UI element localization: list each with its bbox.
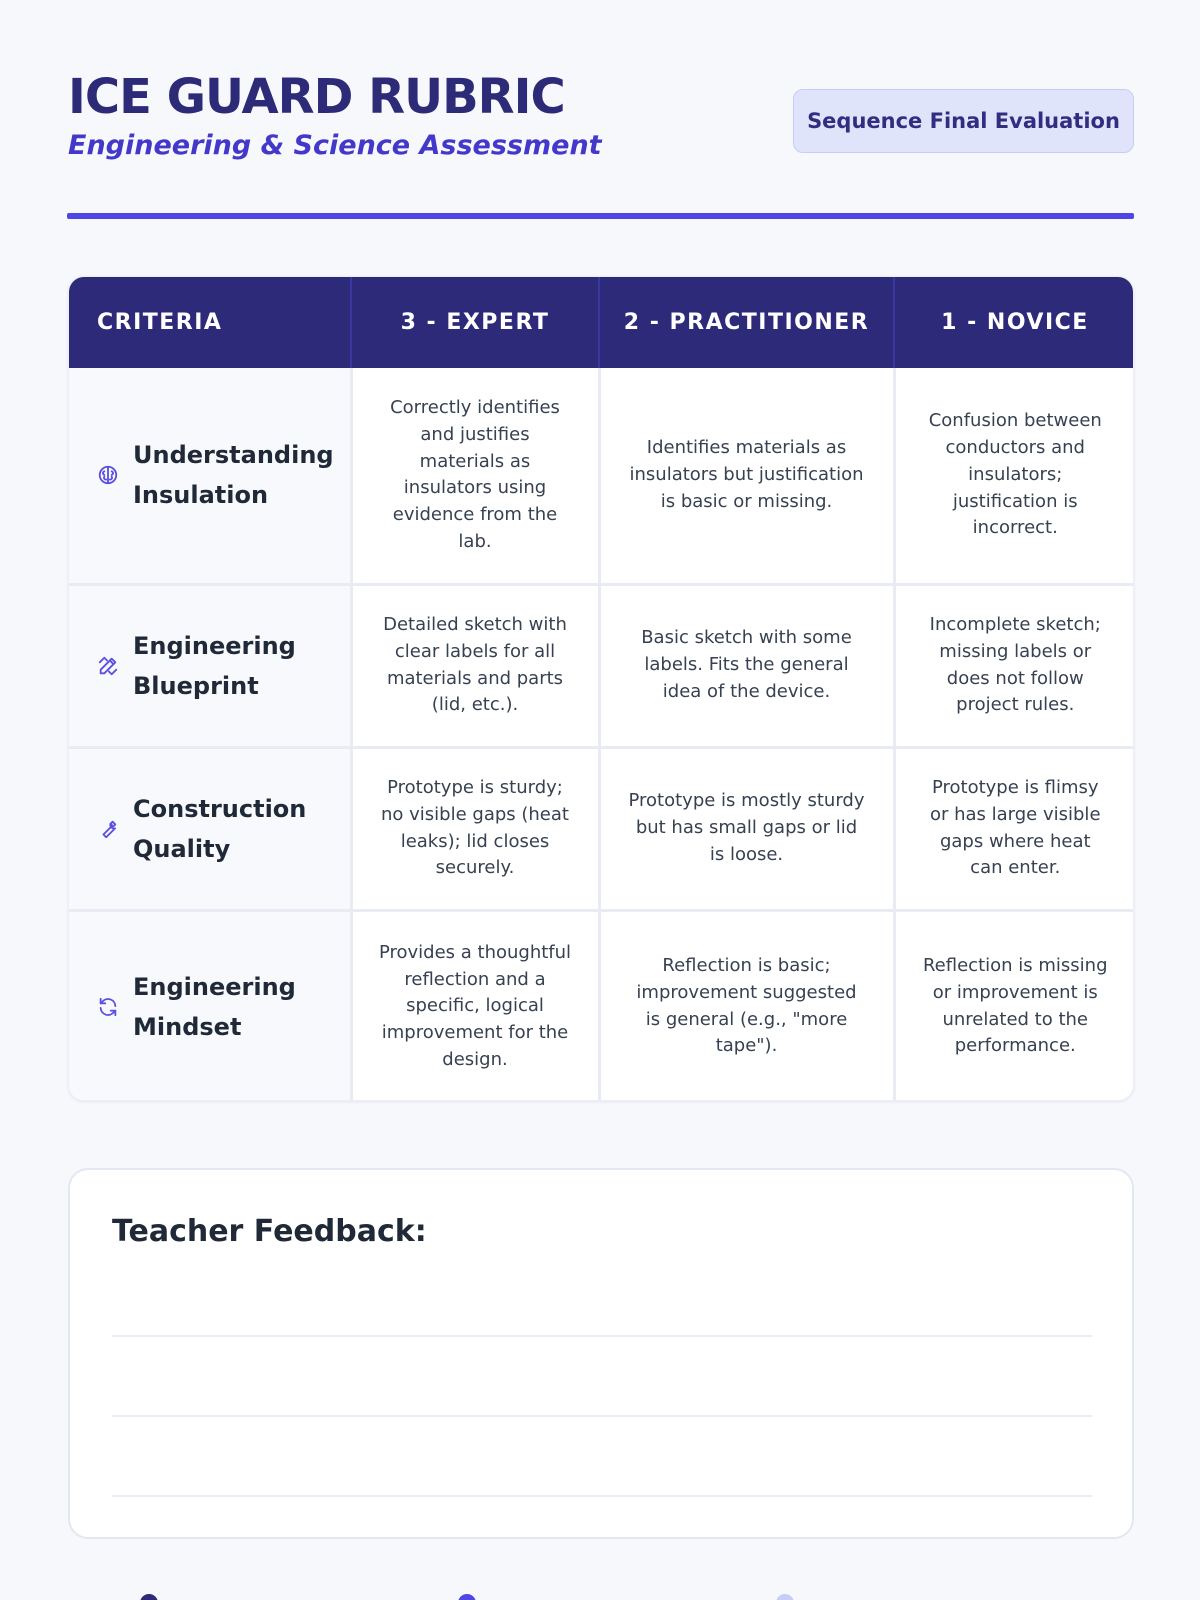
feedback-title: Teacher Feedback: [112,1214,427,1249]
refresh-icon [97,996,119,1018]
legend-dot [776,1594,794,1600]
practitioner-description: Reflection is basic; improvement suggested is general (e.g., "more tape"). [599,910,894,1101]
criteria-cell [69,584,351,747]
feedback-line [112,1415,1092,1417]
wrench-icon [97,818,119,840]
practitioner-description: Identifies materials as insulators but justification is basic or missing. [599,368,894,584]
rubric-row [69,747,1134,910]
feedback-line [112,1495,1092,1497]
criteria-label: Construction Quality [133,794,307,863]
rubric-row [69,584,1134,747]
column-header-expert: 3 - EXPERT [351,277,599,368]
criteria-cell [69,747,351,910]
rubric-header-row [69,277,1134,368]
column-header-practitioner: 2 - PRACTITIONER [599,277,894,368]
feedback-line [112,1335,1092,1337]
expert-description: Provides a thoughtful reflection and a specific, logical improvement for the design. [351,910,599,1101]
criteria-label: Understanding Insulation [133,441,334,510]
pencil-ruler-icon [97,655,119,677]
brain-icon [97,464,119,486]
legend-dots [140,1594,794,1600]
novice-description: Confusion between conductors and insulators; justification is incorrect. [894,368,1134,584]
criteria-label: Engineering Mindset [133,972,296,1041]
criteria-label: Engineering Blueprint [133,631,296,700]
novice-description: Prototype is flimsy or has large visible gaps where heat can enter. [894,747,1134,910]
criteria-cell [69,910,351,1101]
rubric-row [69,910,1134,1101]
expert-description: Detailed sketch with clear labels for all materials and parts (lid, etc.). [351,584,599,747]
evaluation-badge: Sequence Final Evaluation [793,89,1134,153]
rubric-table [68,276,1134,1101]
page-subtitle: Engineering & Science Assessment [68,130,602,161]
criteria-cell [69,368,351,584]
novice-description: Incomplete sketch; missing labels or does not follow project rules. [894,584,1134,747]
novice-description: Reflection is missing or improvement is unrelated to the performance. [922,955,1108,1057]
page-title: ICE GUARD RUBRIC [68,69,565,125]
practitioner-description: Prototype is mostly sturdy but has small gaps or lid is loose. [599,747,894,910]
column-header-criteria: CRITERIA [69,277,351,368]
expert-description: Prototype is sturdy; no visible gaps (heat leaks); lid closes securely. [351,747,599,910]
legend-dot [140,1594,158,1600]
rubric-row [69,368,1134,584]
legend-dot [458,1594,476,1600]
page-header [68,62,1134,172]
practitioner-description: Basic sketch with some labels. Fits the general idea of the device. [599,584,894,747]
teacher-feedback-box[interactable] [68,1168,1134,1539]
header-divider [67,213,1134,219]
expert-description: Correctly identifies and justifies materials as insulators using evidence from the lab. [351,368,599,584]
column-header-novice: 1 - NOVICE [894,277,1134,368]
